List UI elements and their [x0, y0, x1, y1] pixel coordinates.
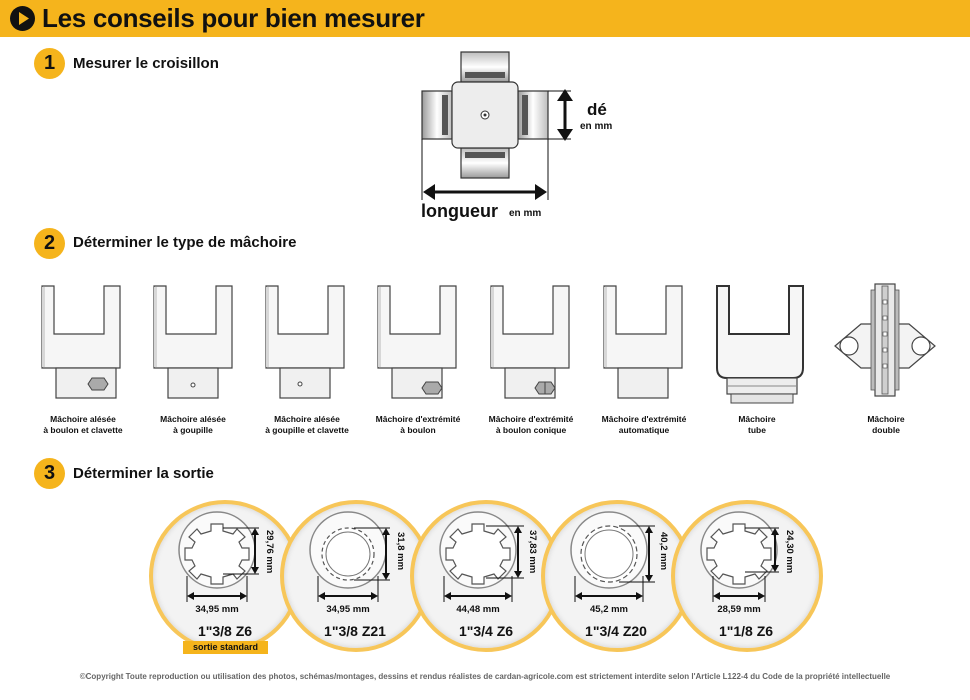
jaw-bored-pin-diagram [150, 280, 260, 410]
step-1-number: 1 [43, 52, 56, 74]
jaw-label-line2: à goupille et clavette [265, 425, 349, 435]
jaw-bored-pin-key-diagram [262, 280, 372, 410]
jaw-label-line1: Mâchoire d'extrémité [601, 414, 687, 424]
jaw-label-line1: Mâchoire [867, 414, 905, 424]
jaw-end-conical-bolt-diagram [487, 280, 597, 410]
output-name: 1"1/8 Z6 [718, 623, 774, 639]
jaw-label-line1: Mâchoire [738, 414, 776, 424]
output-width: 28,59 mm [717, 604, 761, 615]
jaw-label [354, 414, 482, 436]
header-bar [0, 0, 970, 37]
step-3-badge [34, 458, 65, 489]
cross-length-unit: en mm [509, 208, 542, 219]
play-arrow-icon [10, 6, 35, 31]
output-width: 34,95 mm [326, 604, 370, 615]
jaw-label-line2: à goupille [173, 425, 213, 435]
jaw-label-line1: Mâchoire alésée [50, 414, 116, 424]
output-height: 31,8 mm [395, 532, 406, 571]
copyright-notice: ©Copyright Toute reproduction ou utilisation des photos, schémas/montages, dessins et rendus réalistes de cardan-agricole.com est strictement interdite selon l'Article L122-4 du Code de la propriété intellectuelle [79, 672, 891, 681]
output-height: 24,30 mm [784, 530, 795, 574]
cross-length-label: longueur [421, 201, 498, 221]
output-name: 1"3/8 Z6 [197, 623, 253, 639]
universal-joint-cross-diagram [415, 45, 595, 215]
output-width: 44,48 mm [456, 604, 500, 615]
jaw-double-diagram [831, 280, 941, 410]
jaw-bored-bolt-key-diagram [38, 280, 148, 410]
cross-height-unit: en mm [580, 121, 613, 132]
jaw-label-line2: à boulon conique [495, 425, 567, 435]
jaw-label-line1: Mâchoire d'extrémité [488, 414, 574, 424]
jaw-label [129, 414, 257, 436]
output-height: 29,76 mm [264, 530, 275, 574]
jaw-label-line2: double [872, 425, 900, 435]
jaw-label-line1: Mâchoire alésée [160, 414, 226, 424]
jaw-label-line2: à boulon [400, 425, 436, 435]
step-2-badge [34, 228, 65, 259]
jaw-label-line2: automatique [618, 425, 670, 435]
jaw-label [243, 414, 371, 436]
step-3-title: Déterminer la sortie [73, 465, 214, 482]
jaw-label-line2: à boulon et clavette [43, 425, 123, 435]
output-height: 37,83 mm [527, 530, 538, 574]
cross-height-label: dé [587, 100, 607, 119]
jaw-label [580, 414, 708, 436]
jaw-label [693, 414, 821, 436]
jaw-label [822, 414, 950, 436]
jaw-label-line2: tube [748, 425, 766, 435]
step-3-number: 3 [43, 462, 56, 484]
jaw-end-bolt-diagram [374, 280, 484, 410]
output-width: 45,2 mm [589, 604, 629, 615]
jaw-label-line1: Mâchoire alésée [274, 414, 340, 424]
output-name: 1"3/4 Z20 [585, 623, 647, 639]
output-height: 40,2 mm [658, 532, 669, 571]
jaw-end-automatic-diagram [600, 280, 710, 410]
step-1-title: Mesurer le croisillon [73, 55, 219, 72]
output-name: 1"3/8 Z21 [324, 623, 386, 639]
jaw-label [467, 414, 595, 436]
step-2-number: 2 [43, 232, 56, 254]
page-title: Les conseils pour bien mesurer [42, 3, 425, 33]
step-2-title: Déterminer le type de mâchoire [73, 234, 297, 251]
standard-output-badge: sortie standard [183, 641, 268, 654]
output-width: 34,95 mm [195, 604, 239, 615]
jaw-tube-diagram [713, 280, 823, 410]
step-1-badge [34, 48, 65, 79]
jaw-label [19, 414, 147, 436]
jaw-label-line1: Mâchoire d'extrémité [375, 414, 461, 424]
output-name: 1"3/4 Z6 [458, 623, 514, 639]
